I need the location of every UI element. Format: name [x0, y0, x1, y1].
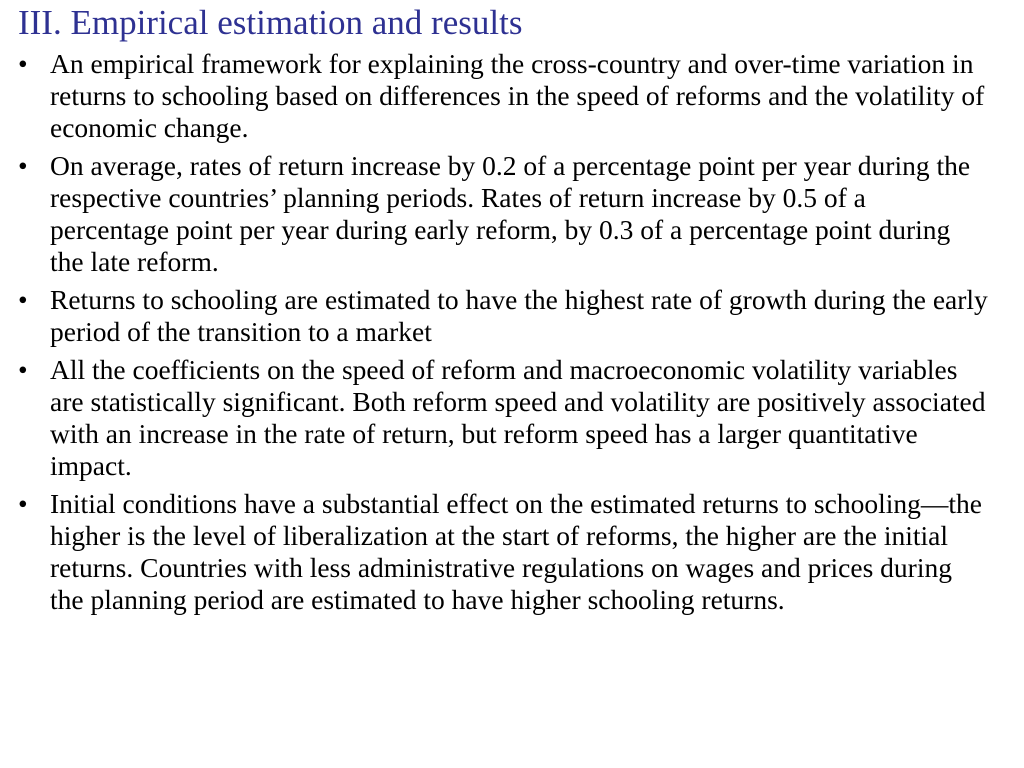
- bullet-text: An empirical framework for explaining the cross-country and over-time variation in returns to schooling based on differences in the speed of reforms and the volatility of economic change.: [50, 48, 985, 143]
- bullet-item: [18, 48, 990, 144]
- bullet-text: Returns to schooling are estimated to have the highest rate of growth during the early period of the transition to a market: [50, 284, 988, 347]
- bullet-item: [18, 150, 990, 278]
- bullet-text: On average, rates of return increase by 0.2 of a percentage point per year during the respective countries’ planning periods. Rates of return increase by 0.5 of a percentage point per year during early reform, by 0.3 of a percentage point during the late reform.: [50, 150, 971, 277]
- bullet-text: All the coefficients on the speed of reform and macroeconomic volatility variables are statistically significant. Both reform speed and volatility are positively associated with an increase in the rate of return, but reform speed has a larger quantitative impact.: [50, 354, 986, 481]
- bullet-marker: •: [18, 284, 28, 315]
- bullet-marker: •: [18, 48, 28, 79]
- bullet-list: [18, 48, 990, 616]
- bullet-marker: •: [18, 150, 28, 181]
- bullet-marker: •: [18, 488, 28, 519]
- bullet-item: [18, 354, 990, 482]
- bullet-item: [18, 488, 990, 616]
- bullet-text: Initial conditions have a substantial effect on the estimated returns to schooling—the higher is the level of liberalization at the start of reforms, the higher are the initial returns. Countries with less administrative regulations on wages and prices during the planning period are estimated to have higher schooling returns.: [50, 488, 982, 615]
- bullet-item: [18, 284, 990, 348]
- slide-title: III. Empirical estimation and results: [18, 3, 523, 42]
- bullet-marker: •: [18, 354, 28, 385]
